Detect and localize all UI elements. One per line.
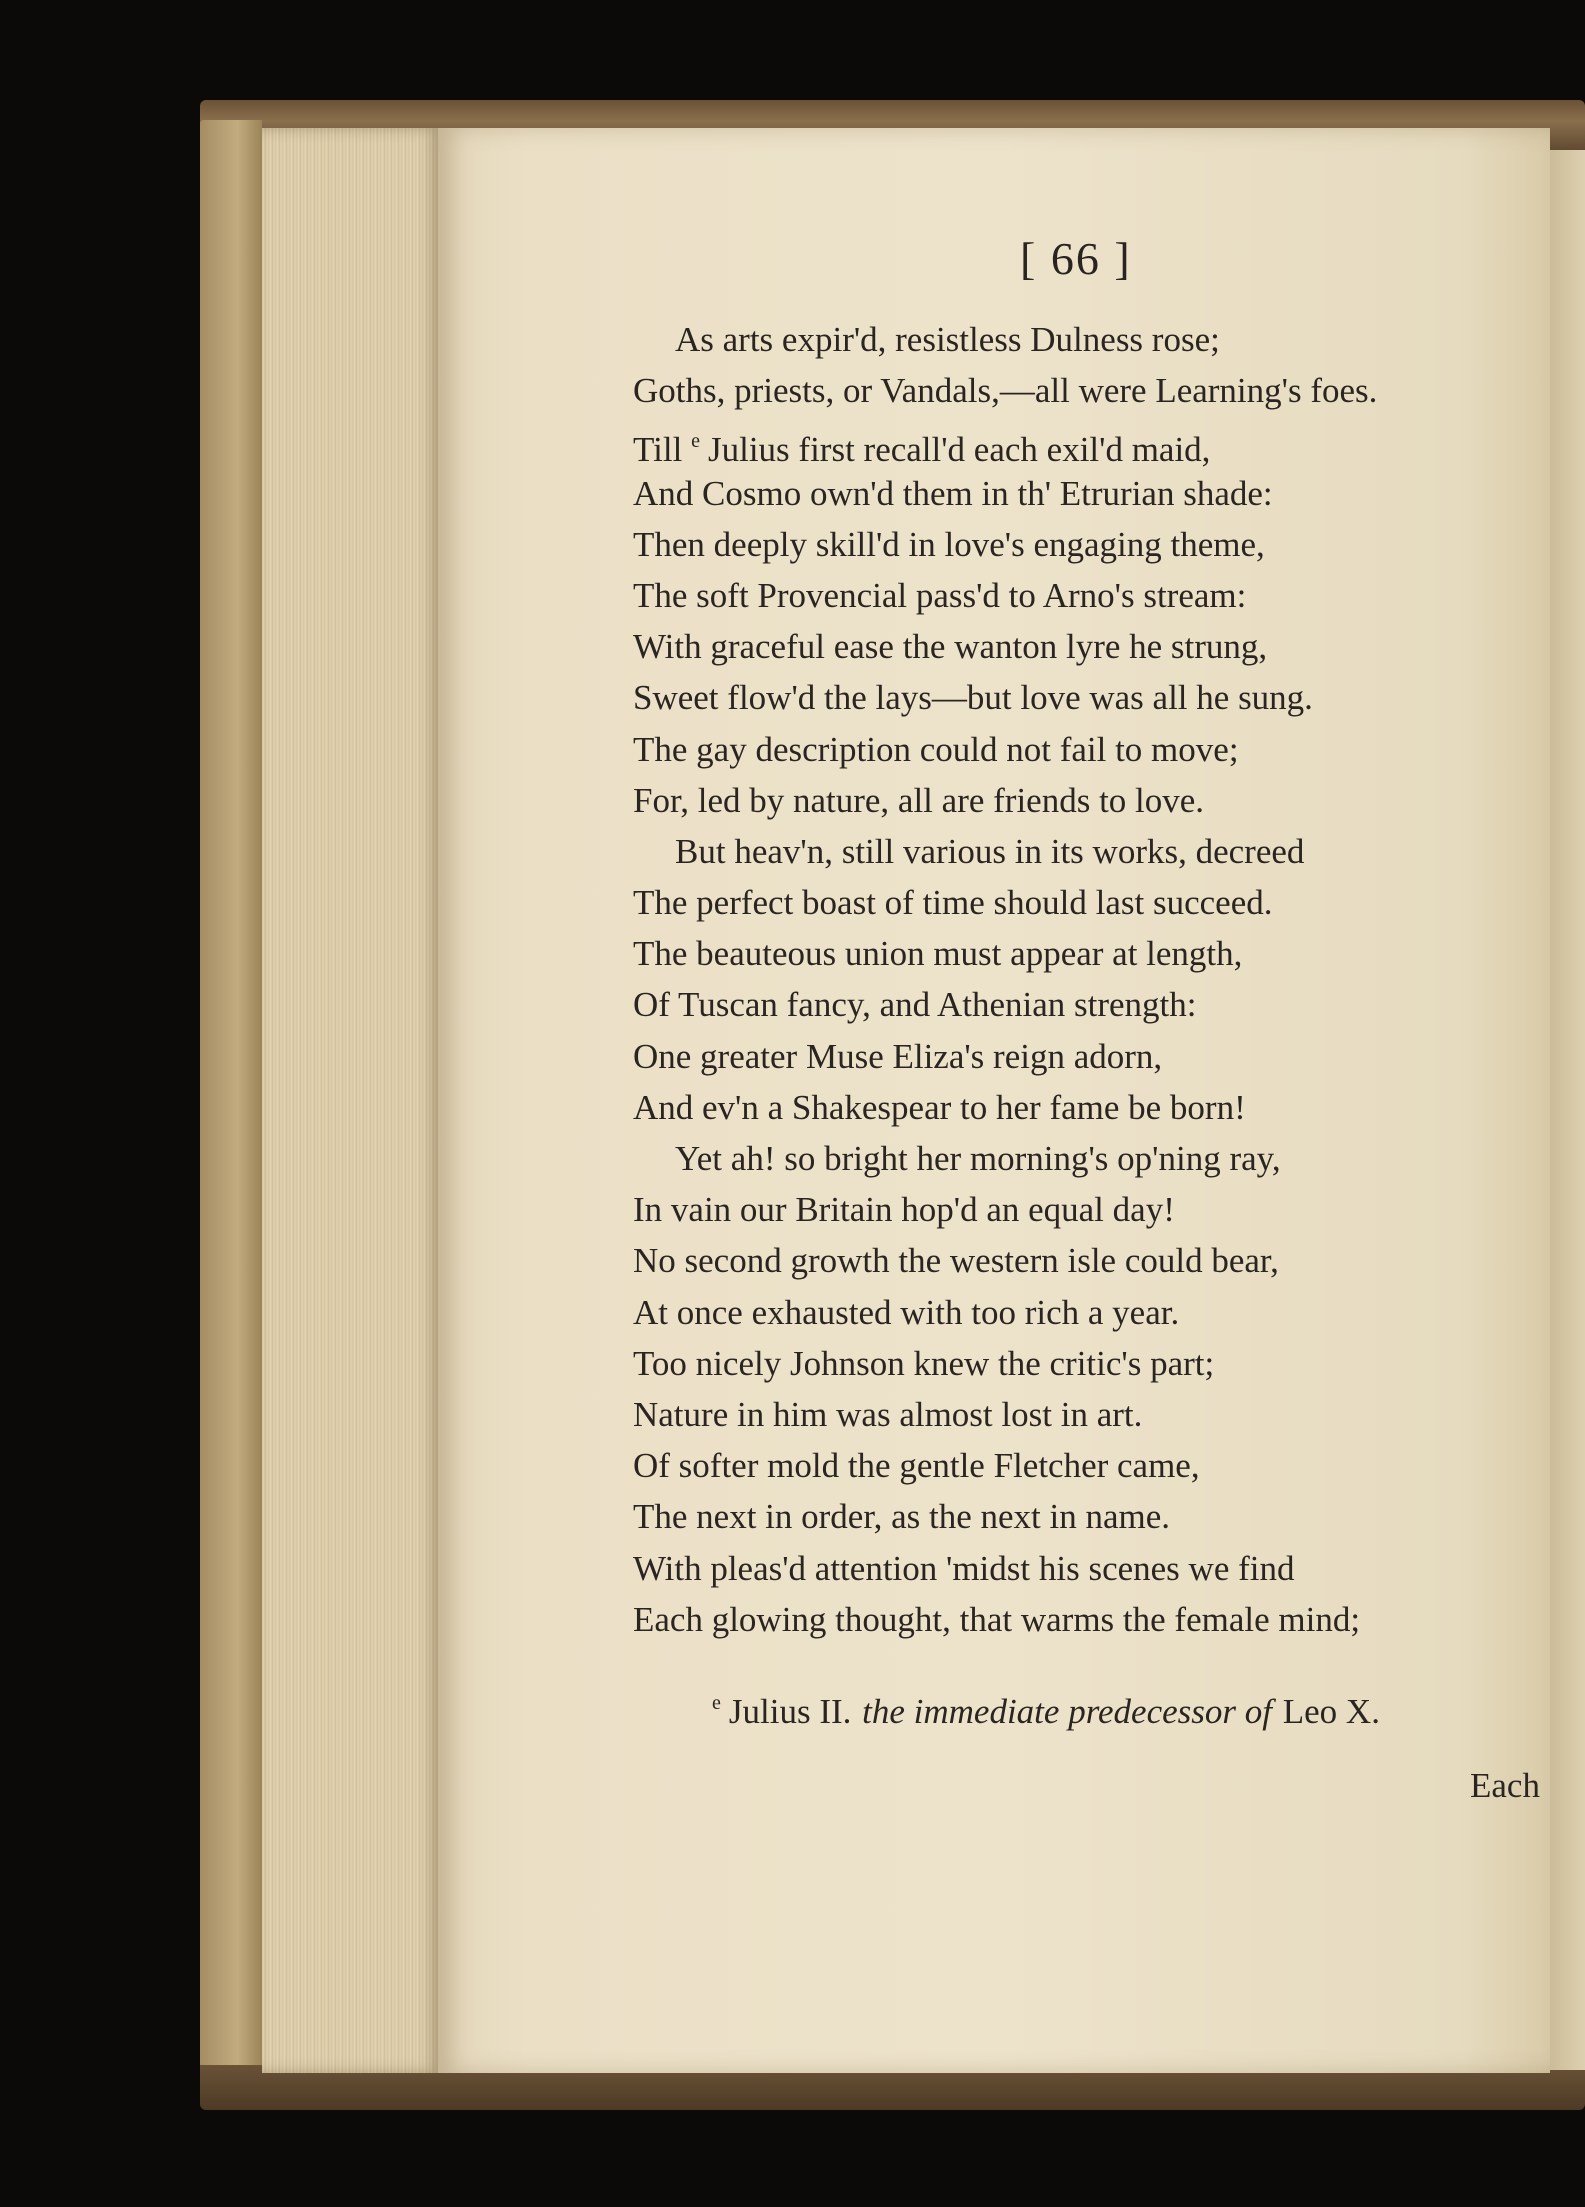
poem-line: At once exhausted with too rich a year. <box>633 1292 1180 1332</box>
poem-line: But heav'n, still various in its works, decreed <box>675 831 1305 871</box>
footnote-marker: e <box>691 430 700 453</box>
poem-line: And Cosmo own'd them in th' Etrurian shade: <box>633 473 1273 513</box>
poem-line: The beauteous union must appear at length, <box>633 934 1243 974</box>
poem-line: The soft Provencial pass'd to Arno's stream: <box>633 575 1247 615</box>
book-cover-spine-edge <box>200 120 262 2080</box>
poem-line: In vain our Britain hop'd an equal day! <box>633 1190 1175 1230</box>
poem-line: Yet ah! so bright her morning's op'ning ray, <box>675 1139 1281 1178</box>
poem-line: Goths, priests, or Vandals,—all were Learning's foes. <box>633 371 1378 411</box>
poem-line: The perfect boast of time should last succeed. <box>633 883 1273 923</box>
footnote <box>712 1692 1380 1732</box>
poem-line: Till $^e$ Julius first recall'd each exil'd maid, <box>633 430 1211 470</box>
page-edges <box>262 128 440 2073</box>
poem-line: Sweet flow'd the lays—but love was all he sung. <box>633 678 1313 718</box>
page-number: [ 66 ] <box>1020 233 1132 284</box>
poem-line: Too nicely Johnson knew the critic's part; <box>633 1343 1215 1383</box>
poem-line: No second growth the western isle could bear, <box>633 1241 1279 1281</box>
poem-text <box>633 314 1533 1645</box>
poem-line: With pleas'd attention 'midst his scenes we find <box>633 1548 1295 1588</box>
poem-line: For, led by nature, all are friends to love. <box>633 780 1205 820</box>
poem-line: Nature in him was almost lost in art. <box>633 1394 1143 1434</box>
footnote-tail: Leo X. <box>1282 1692 1380 1731</box>
poem-line: Each glowing thought, that warms the female mind; <box>633 1599 1361 1639</box>
poem-line: Then deeply skill'd in love's engaging theme, <box>633 524 1265 564</box>
poem-line: And ev'n a Shakespear to her fame be born! <box>633 1087 1246 1127</box>
footnote-name: Julius II. <box>728 1692 852 1731</box>
next-page-sliver <box>1548 150 1585 2070</box>
poem-line: The gay description could not fail to move; <box>633 729 1239 769</box>
poem-line: With graceful ease the wanton lyre he strung, <box>633 627 1268 667</box>
catchword: Each <box>1470 1766 1540 1805</box>
footnote-mark: e <box>712 1692 721 1714</box>
poem-line: Of softer mold the gentle Fletcher came, <box>633 1446 1200 1486</box>
poem-line: Of Tuscan fancy, and Athenian strength: <box>633 985 1197 1025</box>
poem-line: One greater Muse Eliza's reign adorn, <box>633 1036 1163 1076</box>
poem-line: The next in order, as the next in name. <box>633 1497 1171 1537</box>
footnote-italic: the immediate predecessor of <box>862 1692 1272 1731</box>
poem-line: As arts expir'd, resistless Dulness rose; <box>675 320 1220 359</box>
